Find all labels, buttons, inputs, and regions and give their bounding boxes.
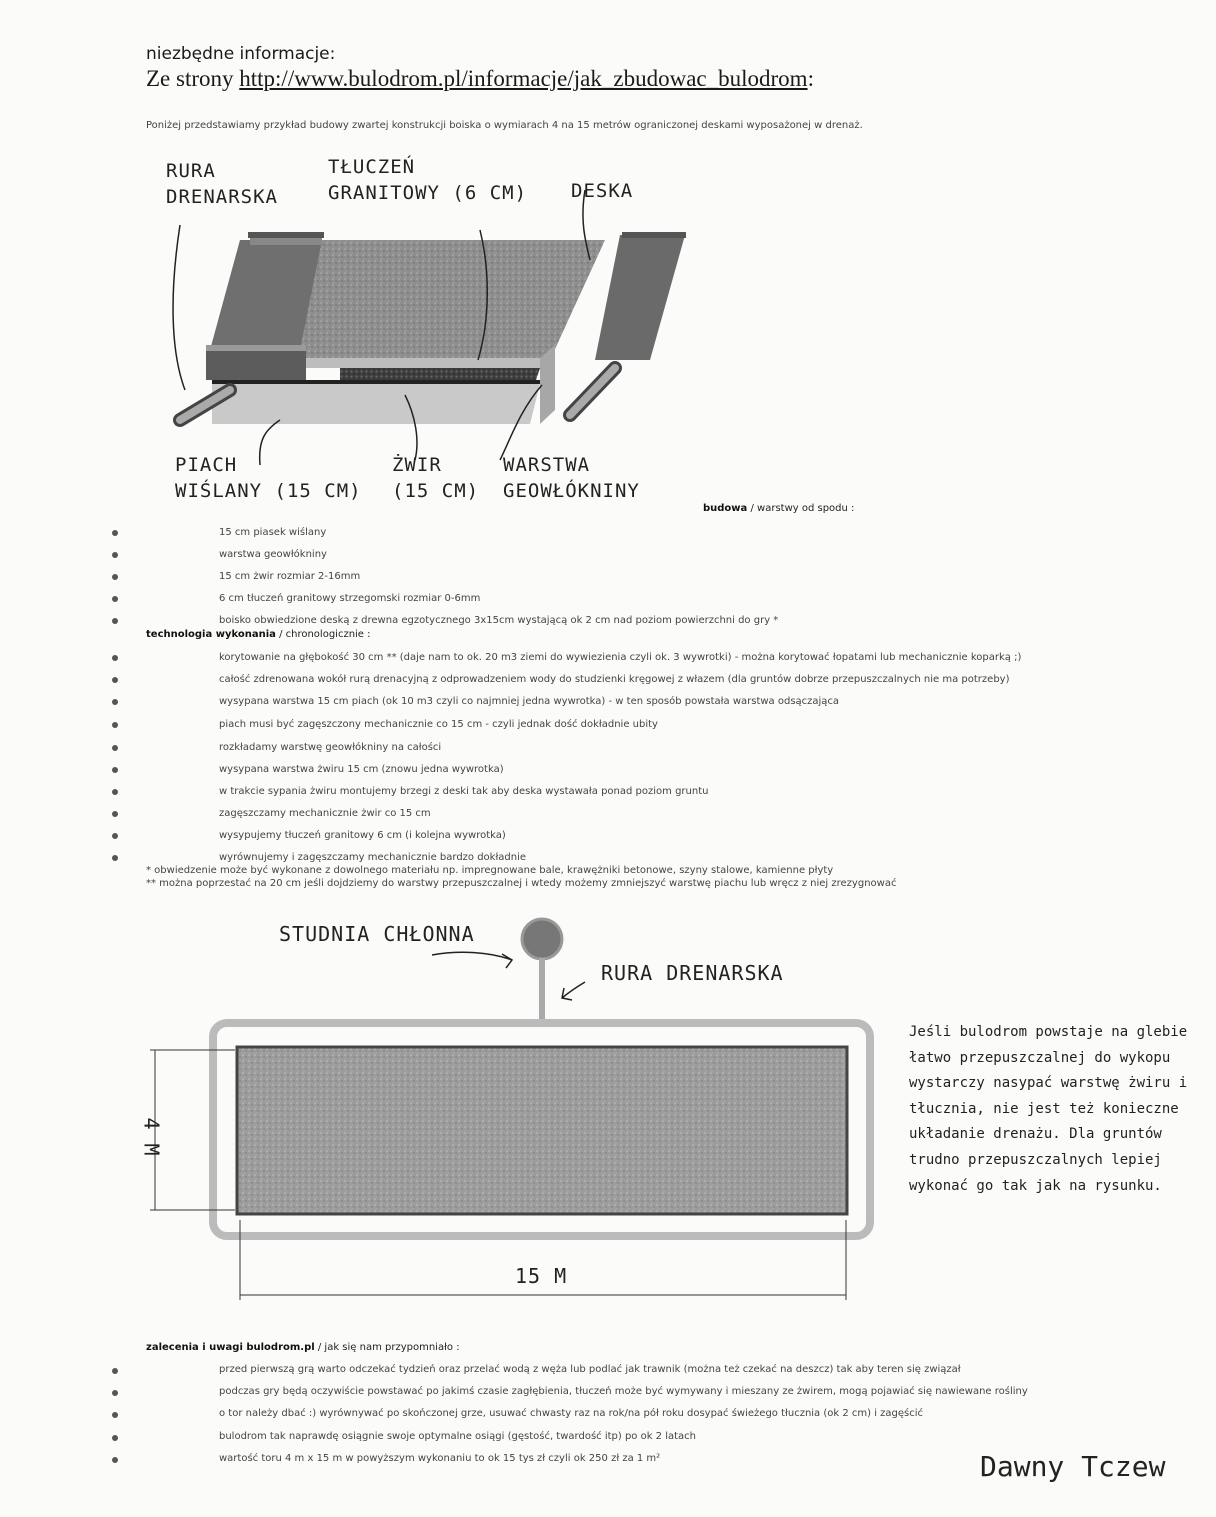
bullet [112,811,118,817]
label-studnia: STUDNIA CHŁONNA [279,922,475,946]
zalecenia-heading [146,1342,460,1353]
label-tluczen [328,154,527,206]
list-item: wysypana warstwa 15 cm piach (ok 10 m3 czyli co najmniej jedna wywrotka) - w ten sposób powstała warstwa odsączająca [219,696,840,707]
list-item: 15 cm piasek wiślany [219,527,327,538]
label-warstwa-line1: WARSTWA [503,454,591,476]
label-width: 4 M [139,1117,164,1157]
bullet [112,722,118,728]
list-item: przed pierwszą grą warto odczekać tydzień oraz przelać wodą z węża lub podlać jak trawnik (można też czekać na deszcz) tak aby teren się związał [219,1364,961,1375]
bullet [112,789,118,795]
well-icon [522,919,562,959]
label-zwir-line1: ŻWIR [392,454,442,476]
list-item: wyrównujemy i zagęszczamy mechanicznie bardzo dokładnie [219,852,527,863]
layer-tluczen [306,358,550,368]
label-rura-line1: RURA [166,160,216,182]
court [237,1047,847,1214]
list-item: o tor należy dbać :) wyrównywać po skończonej grze, usuwać chwasty raz na rok/na pół roku dosypać świeżego tłucznia (ok 2 cm) i zagęścić [219,1408,924,1419]
bullet [112,1390,118,1396]
source-link[interactable]: http://www.bulodrom.pl/informacje/jak_zbudowac_bulodrom [239,66,808,91]
bullet [112,596,118,602]
label-tluczen-line1: TŁUCZEŃ [328,156,416,178]
label-rura-drenarska: RURA DRENARSKA [601,961,784,985]
bullet [112,1412,118,1418]
list-item: piach musi być zagęszczony mechanicznie co 15 cm - czyli jednak dość dokładnie ubity [219,719,658,730]
list-item: w trakcie sypania żwiru montujemy brzegi z deski tak aby deska wystawała ponad poziom gruntu [219,786,709,797]
list-item: wysypujemy tłuczeń granitowy 6 cm (i kolejna wywrotka) [219,830,506,841]
list-item: bulodrom tak naprawdę osiągnie swoje optymalne osiągi (gęstość, twardość itp) po ok 2 latach [219,1431,697,1442]
budowa-rest: / warstwy od spodu : [747,503,855,514]
list-item: całość zdrenowana wokół rurą drenacyjną z odprowadzeniem wody do studzienki kręgowej z włazem (dla gruntów dobrze przepuszczalnych nie ma potrzeby) [219,674,1010,685]
label-tluczen-line2: GRANITOWY (6 CM) [328,182,528,204]
layer-geowloknina [212,380,540,384]
list-item: zagęszczamy mechanicznie żwir co 15 cm [219,808,431,819]
list-item: warstwa geowłókniny [219,549,327,560]
bullet [112,574,118,580]
bullet [112,833,118,839]
list-item: wartość toru 4 m x 15 m w powyższym wykonaniu to ok 15 tys zł czyli ok 250 zł za 1 m² [219,1453,661,1464]
technologia-rest: / chronologicznie : [275,629,371,640]
source-line [146,66,814,92]
label-deska: DESKA [571,180,634,202]
footnote: * obwiedzenie może być wykonane z dowolnego materiału np. impregnowane bale, krawężniki betonowe, szyny stalowe, kamienne płyty [146,865,834,876]
list-item: rozkładamy warstwę geowłókniny na całości [219,742,442,753]
label-rura [166,158,278,210]
label-warstwa [503,452,640,504]
technologia-heading [146,629,371,640]
header-line: niezbędne informacje: [146,44,336,64]
footnote: ** można poprzestać na 20 cm jeśli dojdziemy do warstwy przepuszczalnej i wtedy możemy zmniejszyć warstwę piachu lub wręcz z niej zrezygnować [146,878,897,889]
label-length: 15 M [515,1264,568,1288]
bullet [112,552,118,558]
list-item: 15 cm żwir rozmiar 2-16mm [219,571,361,582]
zalecenia-bold: zalecenia i uwagi bulodrom.pl [146,1342,315,1353]
label-zwir [392,452,479,504]
list-item: korytowanie na głębokość 30 cm ** (daje nam to ok. 20 m3 ziemi do wywiezienia czyli ok. 3 wywrotki) - można korytować łopatami lub mechanicznie koparką ;) [219,652,1022,663]
bullet [112,1457,118,1463]
zalecenia-rest: / jak się nam przypomniało : [314,1342,460,1353]
bullet [112,1368,118,1374]
arrow-rura [562,982,585,1000]
budowa-heading [703,503,854,514]
side-note: Jeśli bulodrom powstaje na glebie łatwo przepuszczalnej do wykopu wystarczy nasypać warstwę żwiru i tłucznia, nie jest też konieczne układanie drenażu. Dla gruntów trudno przepuszczalnych lepiej wykonać go tak jak na rysunku. [909,1024,1188,1194]
intro-text: Poniżej przedstawiamy przykład budowy zwartej konstrukcji boiska o wymiarach 4 na 15 metrów ograniczonej deskami wyposażonej w drenaż. [146,120,863,131]
signature: Dawny Tczew [980,1450,1166,1483]
bullet [112,655,118,661]
label-rura-line2: DRENARSKA [166,186,278,208]
bullet [112,530,118,536]
board-right [595,235,685,360]
budowa-bold: budowa [703,503,748,514]
source-suffix: : [807,66,814,91]
technologia-bold: technologia wykonania [146,629,276,640]
source-prefix: Ze strony [146,66,240,91]
list-item: 6 cm tłuczeń granitowy strzegomski rozmiar 0-6mm [219,593,481,604]
layer-piach [212,384,540,424]
bullet [112,699,118,705]
label-warstwa-line2: GEOWŁÓKNINY [503,480,640,502]
list-item: podczas gry będą oczywiście powstawać po jakimś czasie zagłębienia, tłuczeń może być wymywany i mieszany ze żwirem, mogą pojawiać się nawiewane rośliny [219,1386,1028,1397]
label-piach-line1: PIACH [175,454,238,476]
arrow-studnia [432,952,512,968]
label-zwir-line2: (15 CM) [392,480,480,502]
list-item: wysypana warstwa żwiru 15 cm (znowu jedna wywrotka) [219,764,504,775]
bullet [112,855,118,861]
bullet [112,767,118,773]
bullet [112,745,118,751]
bullet [112,618,118,624]
bullet [112,677,118,683]
label-piach-line2: WIŚLANY (15 CM) [175,480,362,502]
label-piach [175,452,362,504]
list-item: boisko obwiedzione deską z drewna egzotycznego 3x15cm wystającą ok 2 cm nad poziom powierzchni do gry * [219,615,779,626]
bullet [112,1435,118,1441]
